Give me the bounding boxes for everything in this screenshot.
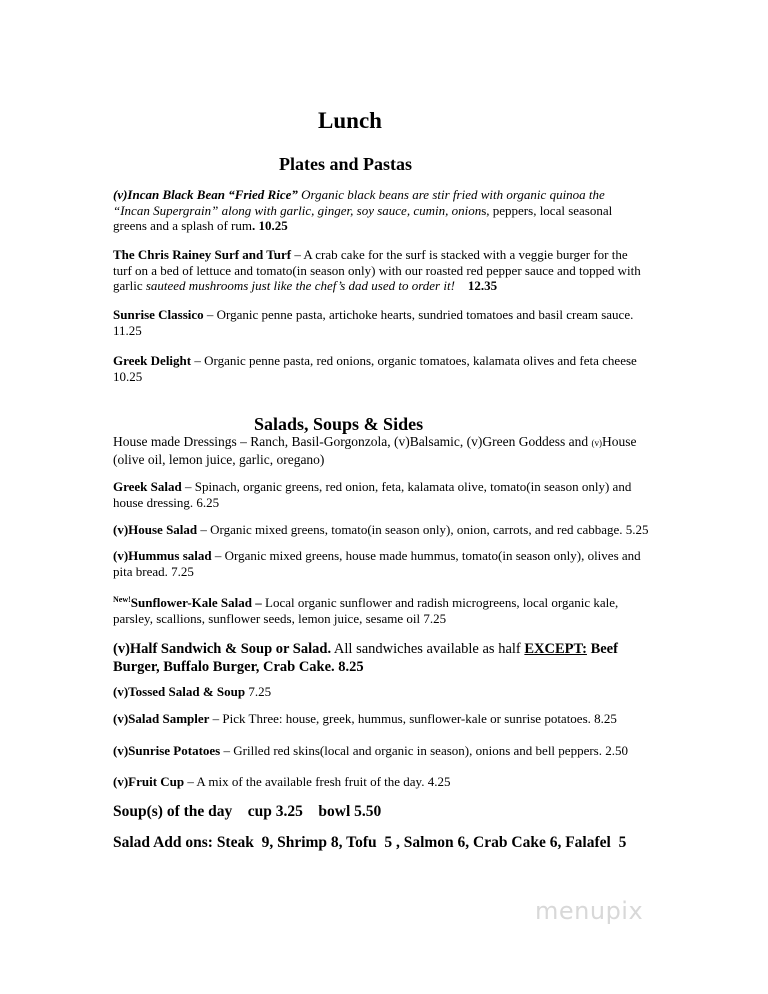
- item-description-italic: Organic black beans are stir fried with organic quinoa the “Incan Supergrain” along with garlic, ginger, soy sauce, cumin, onion: [113, 187, 605, 218]
- except-label: EXCEPT:: [524, 641, 587, 657]
- item-name: Sunrise Classico: [113, 307, 204, 322]
- menu-item-tossed-salad-soup: [113, 684, 643, 700]
- item-exceptions: Beef Burger, Buffalo Burger, Crab Cake.: [113, 641, 618, 675]
- menu-item-hummus-salad: [113, 548, 643, 579]
- item-price: 10.25: [113, 368, 143, 384]
- item-description: – A crab cake for the surf is stacked with a veggie burger for the turf on a bed of lettuce and tomato(in season only) with our roasted red pepper sauce and topped with garlic: [113, 247, 641, 293]
- item-description: s, peppers, local seasonal greens and a splash of rum: [113, 202, 613, 233]
- menu-item-fruit-cup: [113, 774, 643, 790]
- menu-item-half-sandwich: [113, 640, 658, 676]
- menu-item-sunrise-classico: [113, 307, 643, 338]
- item-description: – Organic penne pasta, red onions, organic tomatoes, kalamata olives and feta cheese: [191, 353, 637, 368]
- item-description: – Organic mixed greens, house made hummus, tomato(in season only), olives and pita bread. 7.25: [113, 548, 641, 579]
- item-name: (v)Half Sandwich & Soup or Salad.: [113, 641, 332, 657]
- menu-item-greek-delight: [113, 353, 643, 384]
- item-name: (v)Sunrise Potatoes: [113, 743, 221, 758]
- dressings-text: House made Dressings – Ranch, Basil-Gorgonzola, (v)Balsamic, (v)Green Goddess and: [113, 434, 592, 449]
- item-name: Sunflower-Kale Salad: [130, 595, 253, 610]
- item-name: (v)House Salad: [113, 522, 198, 537]
- item-description: – Grilled red skins(local and organic in season), onions and bell peppers. 2.50: [220, 743, 628, 758]
- menu-item-surf-and-turf: [113, 247, 643, 294]
- salad-add-ons: Salad Add ons: Steak 9, Shrimp 8, Tofu 5 , Salmon 6, Crab Cake 6, Falafel 5: [113, 834, 627, 851]
- item-price: . 10.25: [252, 218, 288, 233]
- item-price: 12.35: [467, 278, 498, 293]
- watermark-logo: menupix: [535, 897, 644, 925]
- page-title: Lunch: [318, 108, 382, 133]
- item-name: Greek Delight: [113, 353, 192, 368]
- item-description-italic: sauteed mushrooms just like the chef’s dad used to order it!: [145, 278, 455, 293]
- menu-item-salad-sampler: [113, 711, 673, 727]
- menu-item-sunflower-kale-salad: [113, 592, 643, 626]
- menu-item-sunrise-potatoes: [113, 743, 673, 759]
- item-dash: –: [252, 595, 266, 610]
- menu-item-house-salad: [113, 522, 673, 538]
- item-description: All sandwiches available as half: [331, 641, 525, 657]
- item-description: – Organic penne pasta, artichoke hearts, sundried tomatoes and basil cream sauce.: [203, 307, 634, 322]
- dressings-text-end: House (olive oil, lemon juice, garlic, oregano): [113, 434, 637, 467]
- item-description: – A mix of the available fresh fruit of the day. 4.25: [184, 774, 451, 789]
- vegan-mark: (v): [591, 438, 603, 448]
- item-description: Local organic sunflower and radish microgreens, local organic kale, parsley, scallions, sunflower seeds, lemon juice, sesame oil 7.25: [113, 595, 619, 626]
- plates-heading: Plates and Pastas: [279, 154, 413, 174]
- item-description: – Spinach, organic greens, red onion, feta, kalamata olive, tomato(in season only) and house dressing. 6.25: [113, 479, 632, 510]
- soup-of-the-day: Soup(s) of the day cup 3.25 bowl 5.50: [113, 803, 382, 820]
- item-description: 7.25: [245, 684, 272, 699]
- house-dressings: [113, 434, 643, 467]
- item-name: (v)Hummus salad: [113, 548, 212, 563]
- item-name: (v)Salad Sampler: [113, 711, 210, 726]
- new-badge: New!: [113, 595, 131, 604]
- item-description: – Pick Three: house, greek, hummus, sunflower-kale or sunrise potatoes. 8.25: [209, 711, 617, 726]
- item-name: (v)Tossed Salad & Soup: [113, 684, 246, 699]
- item-price: 11.25: [113, 322, 142, 338]
- item-name: (v)Fruit Cup: [113, 774, 185, 789]
- item-price: 8.25: [334, 659, 364, 675]
- item-name: Greek Salad: [113, 479, 182, 494]
- salads-heading: Salads, Soups & Sides: [254, 414, 424, 434]
- item-name: The Chris Rainey Surf and Turf: [113, 247, 292, 262]
- menu-item-incan-black-bean: [113, 187, 643, 234]
- item-name: (v)Incan Black Bean “Fried Rice”: [113, 187, 298, 202]
- item-description: – Organic mixed greens, tomato(in season only), onion, carrots, and red cabbage. 5.25: [197, 522, 649, 537]
- menu-item-greek-salad: [113, 479, 643, 510]
